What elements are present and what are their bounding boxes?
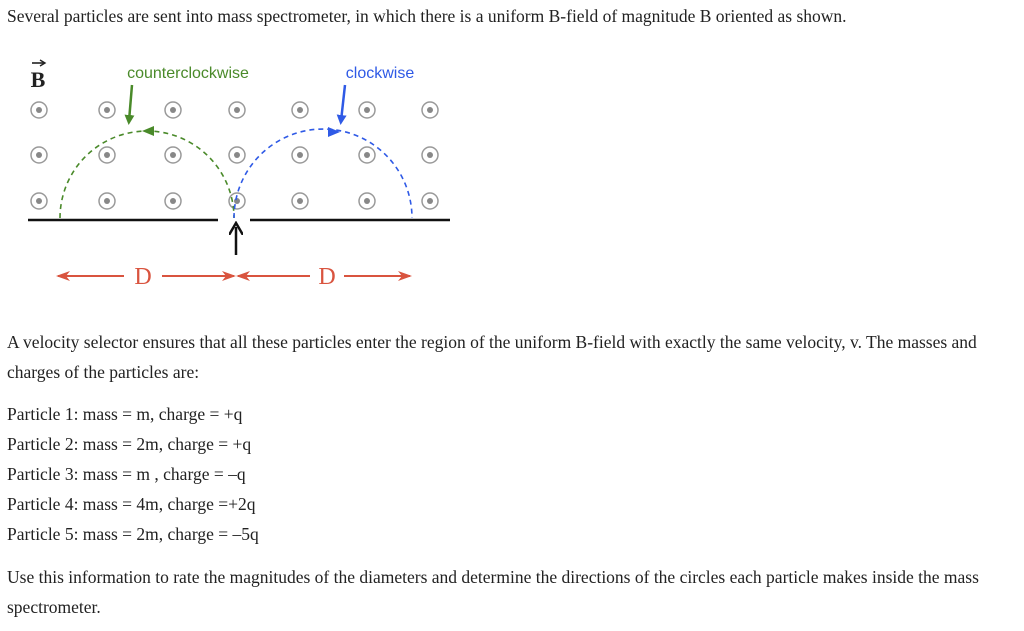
velocity-selector-paragraph: A velocity selector ensures that all these particles enter the region of the uniform B-field with exactly the same velocity, v. The masses and charges of the particles are: bbox=[7, 332, 977, 382]
particle-3: Particle 3: mass = m , charge = –q bbox=[7, 464, 246, 484]
particle-2: Particle 2: mass = 2m, charge = +q bbox=[7, 434, 252, 454]
clockwise-direction-arrow bbox=[328, 127, 340, 137]
field-out-of-page-icon bbox=[422, 102, 438, 118]
svg-text:B: B bbox=[30, 67, 46, 92]
field-out-of-page-icon bbox=[292, 147, 308, 163]
instructions-paragraph: Use this information to rate the magnitudes of the diameters and determine the directions of the circles each particle makes inside the mass spectrometer. bbox=[7, 567, 979, 617]
field-out-of-page-icon bbox=[165, 147, 181, 163]
counterclockwise-direction-arrow bbox=[142, 126, 154, 136]
field-out-of-page-icon bbox=[292, 102, 308, 118]
clockwise-pointer-arrow bbox=[341, 85, 345, 121]
field-out-of-page-icon bbox=[165, 193, 181, 209]
counterclockwise-pointer-arrow bbox=[129, 85, 132, 121]
b-field-label bbox=[31, 60, 46, 92]
distance-marker-right bbox=[238, 264, 410, 290]
field-out-of-page-icon bbox=[99, 102, 115, 118]
field-out-of-page-icon bbox=[31, 147, 47, 163]
field-out-of-page-icon bbox=[292, 193, 308, 209]
clockwise-label: clockwise bbox=[345, 65, 415, 82]
field-out-of-page-icon bbox=[359, 147, 375, 163]
particle-4: Particle 4: mass = 4m, charge =+2q bbox=[7, 494, 256, 514]
svg-text:D: D bbox=[134, 264, 152, 290]
counterclockwise-label: counterclockwise bbox=[127, 65, 249, 82]
distance-marker-left bbox=[58, 264, 234, 290]
field-out-of-page-icon bbox=[31, 102, 47, 118]
particle-1: Particle 1: mass = m, charge = +q bbox=[7, 404, 243, 424]
field-out-of-page-icon bbox=[229, 102, 245, 118]
field-out-of-page-icon bbox=[359, 193, 375, 209]
field-out-of-page-icon bbox=[165, 102, 181, 118]
mass-spectrometer-diagram bbox=[0, 55, 470, 295]
field-dot-grid bbox=[31, 102, 438, 209]
field-out-of-page-icon bbox=[31, 193, 47, 209]
field-out-of-page-icon bbox=[99, 193, 115, 209]
field-out-of-page-icon bbox=[229, 147, 245, 163]
field-out-of-page-icon bbox=[99, 147, 115, 163]
field-out-of-page-icon bbox=[422, 193, 438, 209]
particle-list bbox=[7, 399, 259, 549]
field-out-of-page-icon bbox=[422, 147, 438, 163]
field-out-of-page-icon bbox=[359, 102, 375, 118]
svg-text:D: D bbox=[318, 264, 336, 290]
counterclockwise-path bbox=[60, 131, 234, 218]
intro-text: Several particles are sent into mass spectrometer, in which there is a uniform B-field of magnitude B oriented as shown. bbox=[7, 6, 847, 26]
particle-5: Particle 5: mass = 2m, charge = –5q bbox=[7, 524, 259, 544]
clockwise-path bbox=[234, 129, 412, 218]
